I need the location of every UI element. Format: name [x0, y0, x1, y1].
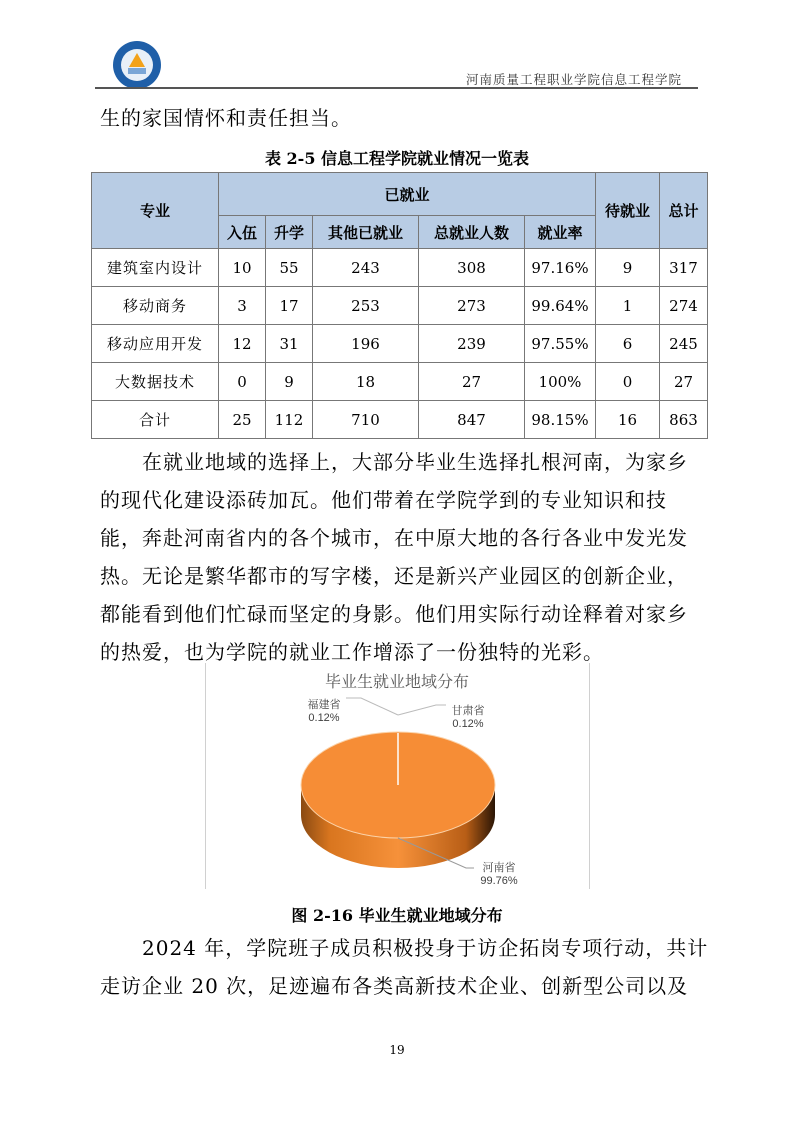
- cell-value: 97.55%: [525, 325, 596, 363]
- cell-value: 10: [219, 249, 266, 287]
- cell-value: 112: [266, 401, 313, 439]
- cell-value: 27: [419, 363, 525, 401]
- label-gansu: 甘肃省: [451, 705, 485, 717]
- table-row: [92, 287, 708, 325]
- paragraph-visits: [100, 929, 740, 1005]
- text-line: 的现代化建设添砖加瓦。他们带着在学院学到的专业知识和技: [100, 488, 667, 512]
- cell-value: 245: [660, 325, 708, 363]
- text-line: 走访企业 20 次，足迹遍布各类高新技术企业、创新型公司以及: [100, 974, 689, 998]
- table-row: [92, 249, 708, 287]
- cell-value: 12: [219, 325, 266, 363]
- cell-value: 0: [219, 363, 266, 401]
- header-pending: 待就业: [596, 173, 660, 249]
- header-enlist: 入伍: [219, 216, 266, 249]
- cell-major: 合计: [92, 401, 219, 439]
- text-line: 热。无论是繁华都市的写字楼，还是新兴产业园区的创新企业，: [100, 564, 688, 588]
- cell-value: 27: [660, 363, 708, 401]
- cell-value: 6: [596, 325, 660, 363]
- page-number: 19: [389, 1043, 405, 1057]
- cell-value: 3: [219, 287, 266, 325]
- header-org-name: 河南质量工程职业学院信息工程学院: [465, 72, 682, 87]
- cell-value: 243: [313, 249, 419, 287]
- value-gansu: 0.12%: [452, 718, 484, 730]
- table-caption: 表 2-5 信息工程学院就业情况一览表: [264, 149, 530, 168]
- cell-value: 317: [660, 249, 708, 287]
- leader-line-fujian: [346, 698, 398, 715]
- cell-value: 9: [596, 249, 660, 287]
- header-total: 总计: [660, 173, 708, 249]
- cell-value: 196: [313, 325, 419, 363]
- paragraph-region: [100, 443, 740, 671]
- text-line: 能，奔赴河南省内的各个城市，在中原大地的各行各业中发光发: [100, 526, 688, 550]
- pie-chart: [205, 663, 590, 889]
- text-line: 2024 年，学院班子成员积极投身于访企拓岗专项行动，共计: [100, 936, 709, 960]
- leader-line-gansu: [398, 705, 446, 715]
- cell-major: 移动应用开发: [92, 325, 219, 363]
- header-employment-rate: 就业率: [525, 216, 596, 249]
- paragraph-intro: 生的家国情怀和责任担当。: [100, 106, 352, 130]
- value-henan: 99.76%: [480, 875, 518, 887]
- table-row: [92, 401, 708, 439]
- header-further-study: 升学: [266, 216, 313, 249]
- cell-value: 847: [419, 401, 525, 439]
- table-row: [92, 325, 708, 363]
- header-divider: [95, 87, 698, 89]
- cell-value: 99.64%: [525, 287, 596, 325]
- table-row: [92, 363, 708, 401]
- cell-major: 建筑室内设计: [92, 249, 219, 287]
- value-fujian: 0.12%: [308, 712, 340, 724]
- header-other-employed: 其他已就业: [313, 216, 419, 249]
- cell-value: 97.16%: [525, 249, 596, 287]
- cell-value: 25: [219, 401, 266, 439]
- cell-value: 308: [419, 249, 525, 287]
- label-henan: 河南省: [482, 862, 516, 874]
- header-total-employed: 总就业人数: [419, 216, 525, 249]
- header-employed: 已就业: [219, 173, 596, 216]
- cell-major: 移动商务: [92, 287, 219, 325]
- cell-value: 55: [266, 249, 313, 287]
- header-major: 专业: [92, 173, 219, 249]
- label-fujian: 福建省: [307, 699, 341, 711]
- cell-value: 1: [596, 287, 660, 325]
- text-line: 都能看到他们忙碌而坚定的身影。他们用实际行动诠释着对家乡: [100, 602, 688, 626]
- text-line: 在就业地域的选择上，大部分毕业生选择扎根河南，为家乡: [100, 450, 688, 474]
- cell-value: 17: [266, 287, 313, 325]
- cell-value: 239: [419, 325, 525, 363]
- cell-value: 18: [313, 363, 419, 401]
- cell-value: 0: [596, 363, 660, 401]
- cell-value: 16: [596, 401, 660, 439]
- cell-major: 大数据技术: [92, 363, 219, 401]
- figure-caption: 图 2-16 毕业生就业地域分布: [291, 906, 503, 925]
- cell-value: 9: [266, 363, 313, 401]
- cell-value: 863: [660, 401, 708, 439]
- cell-value: 31: [266, 325, 313, 363]
- cell-value: 98.15%: [525, 401, 596, 439]
- college-logo: [112, 40, 162, 90]
- chart-title: 毕业生就业地域分布: [324, 674, 470, 691]
- cell-value: 273: [419, 287, 525, 325]
- text-line: 的热爱，也为学院的就业工作增添了一份独特的光彩。: [100, 640, 604, 664]
- employment-table: [91, 172, 708, 439]
- cell-value: 100%: [525, 363, 596, 401]
- cell-value: 710: [313, 401, 419, 439]
- cell-value: 253: [313, 287, 419, 325]
- cell-value: 274: [660, 287, 708, 325]
